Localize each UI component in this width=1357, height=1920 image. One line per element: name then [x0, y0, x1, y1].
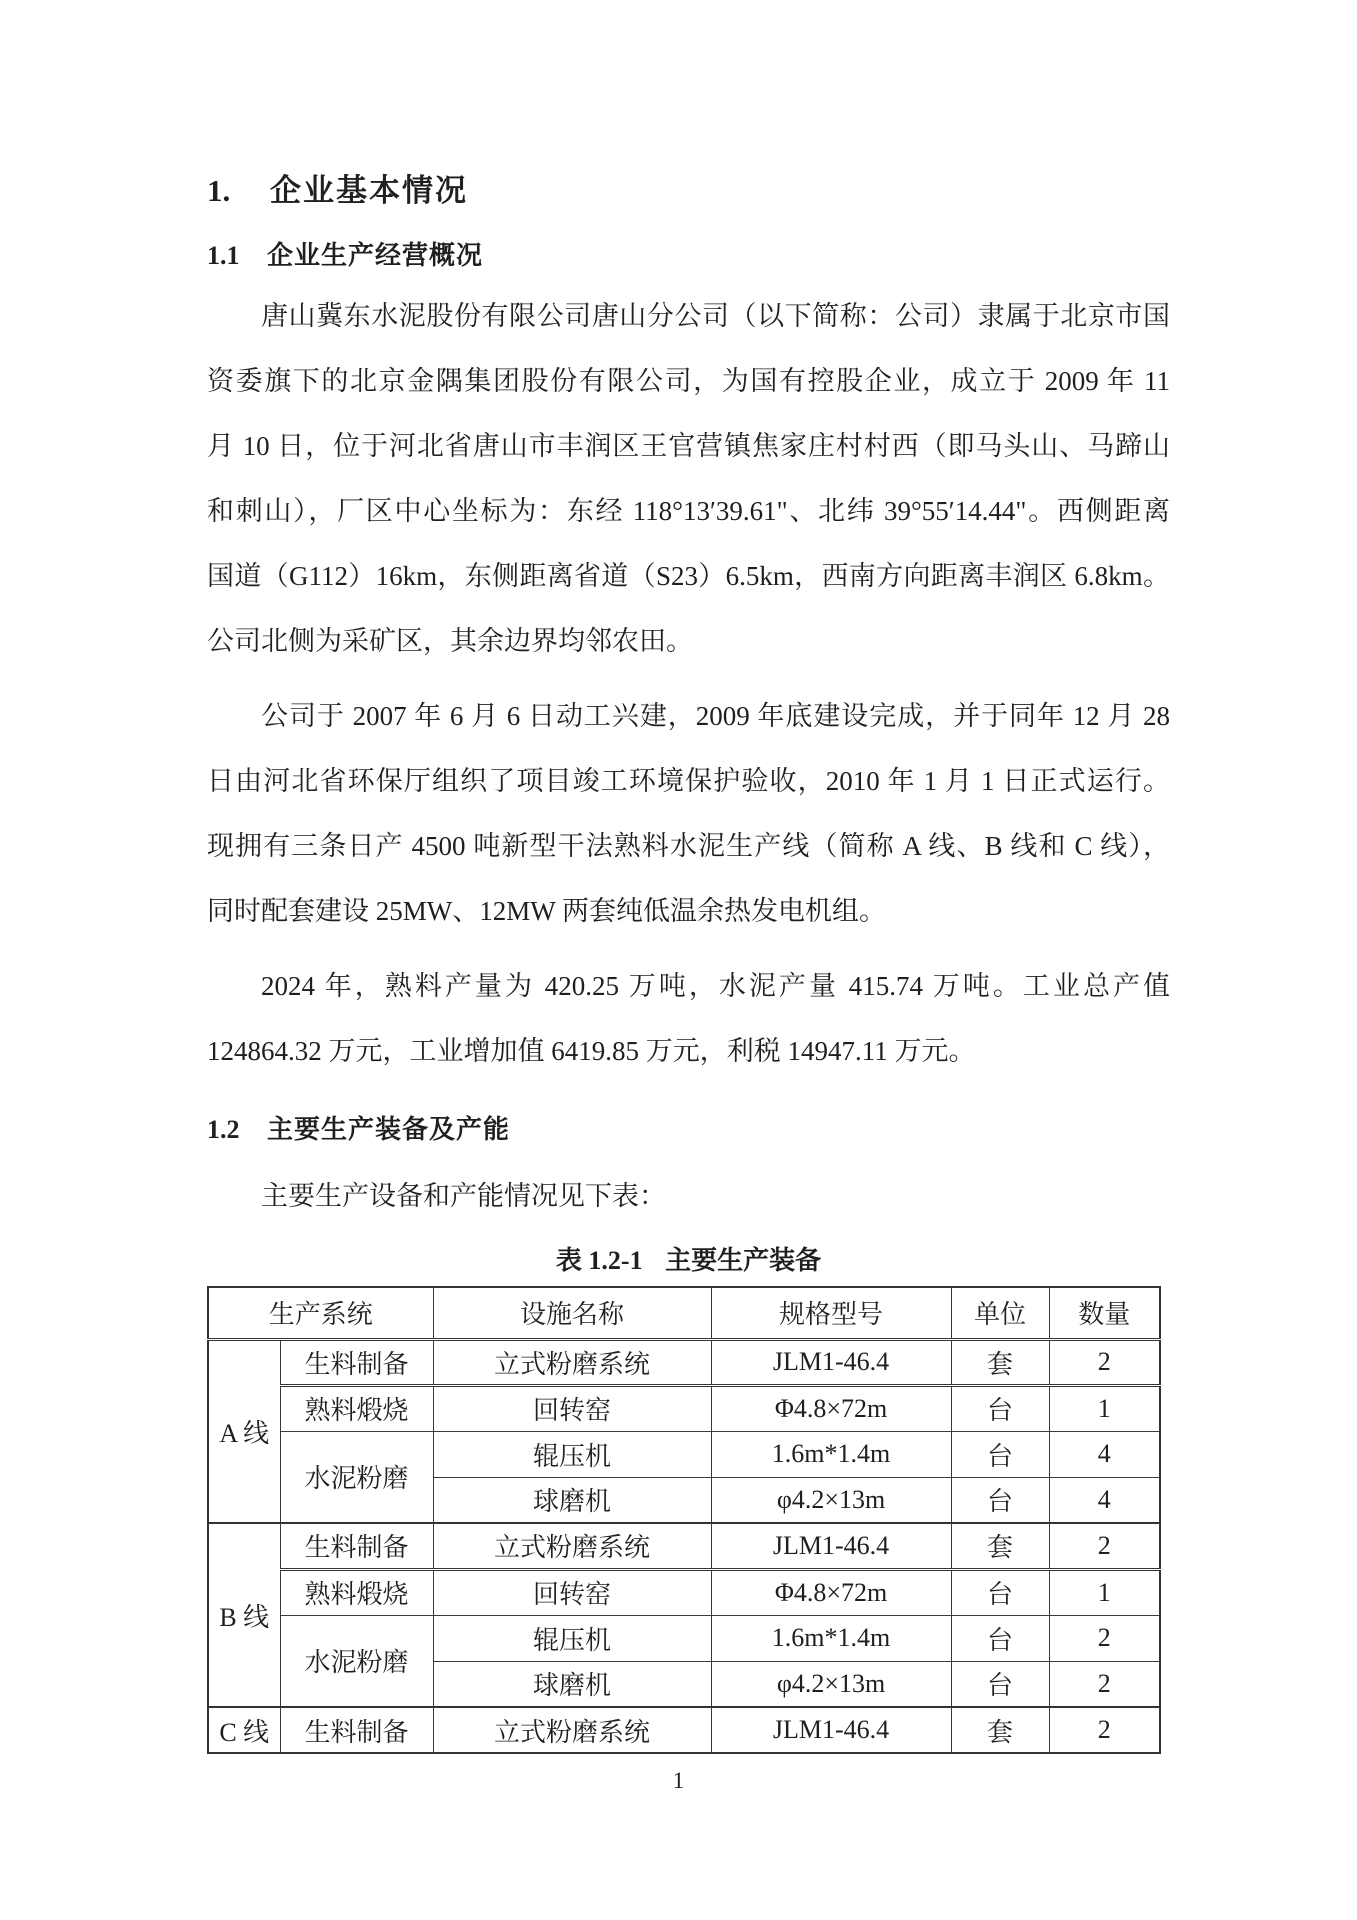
page-number: 1	[672, 1768, 685, 1793]
cell-spec: JLM1-46.4	[711, 1523, 951, 1569]
text-line: 现拥有三条日产 4500 吨新型干法熟料水泥生产线（简称 A 线、B 线和 C 线），	[207, 831, 1170, 861]
table-row	[208, 1523, 1160, 1569]
heading-number: 1.	[207, 173, 231, 208]
cell-facility-name: 回转窑	[433, 1569, 711, 1615]
page-content	[207, 0, 1170, 1754]
text-line: 2024 年，熟料产量为 420.25 万吨，水泥产量 415.74 万吨。工业总产值	[261, 971, 1170, 1001]
paragraph-construction-history	[207, 684, 1170, 944]
cell-process: 生料制备	[280, 1523, 433, 1569]
table-row	[208, 1431, 1160, 1477]
heading-text: 主要生产装备及产能	[267, 1115, 511, 1144]
cell-spec: JLM1-46.4	[711, 1339, 951, 1385]
cell-line-c: C 线	[208, 1707, 280, 1753]
table-caption-text: 主要生产装备	[665, 1246, 822, 1275]
cell-qty: 4	[1049, 1477, 1160, 1523]
cell-spec: JLM1-46.4	[711, 1707, 951, 1753]
col-header-facility-name: 设施名称	[433, 1287, 711, 1339]
paragraph-production-output	[207, 954, 1170, 1084]
heading-number: 1.2	[207, 1115, 240, 1144]
cell-facility-name: 立式粉磨系统	[433, 1339, 711, 1385]
text-line: 124864.32 万元，工业增加值 6419.85 万元，利税 14947.11 万元。	[207, 1036, 976, 1066]
heading-text: 企业生产经营概况	[267, 241, 484, 270]
cell-spec: φ4.2×13m	[711, 1477, 951, 1523]
text-line: 公司北侧为采矿区，其余边界均邻农田。	[207, 626, 693, 656]
col-header-unit: 单位	[951, 1287, 1049, 1339]
heading-number: 1.1	[207, 241, 240, 270]
cell-facility-name: 回转窑	[433, 1385, 711, 1431]
cell-qty: 1	[1049, 1385, 1160, 1431]
equipment-table	[207, 1286, 1161, 1754]
cell-process: 生料制备	[280, 1707, 433, 1753]
table-row	[208, 1615, 1160, 1661]
table-row	[208, 1385, 1160, 1431]
cell-unit: 台	[951, 1385, 1049, 1431]
table-caption	[207, 1244, 1170, 1278]
text-line: 唐山冀东水泥股份有限公司唐山分公司（以下简称：公司）隶属于北京市国	[261, 301, 1170, 331]
table-intro-line: 主要生产设备和产能情况见下表：	[261, 1181, 666, 1211]
text-line: 国道（G112）16km，东侧距离省道（S23）6.5km，西南方向距离丰润区 6.8km。	[207, 561, 1170, 591]
cell-qty: 2	[1049, 1707, 1160, 1753]
table-row	[208, 1339, 1160, 1385]
text-line: 同时配套建设 25MW、12MW 两套纯低温余热发电机组。	[207, 896, 886, 926]
text-line: 公司于 2007 年 6 月 6 日动工兴建，2009 年底建设完成，并于同年 12 月 28	[261, 701, 1170, 731]
cell-unit: 台	[951, 1615, 1049, 1661]
cell-process: 熟料煅烧	[280, 1385, 433, 1431]
cell-facility-name: 立式粉磨系统	[433, 1523, 711, 1569]
cell-line-a: A 线	[208, 1339, 280, 1523]
table-row	[208, 1569, 1160, 1615]
table-row	[208, 1707, 1160, 1753]
section-heading-1-2	[207, 1112, 1170, 1148]
cell-qty: 2	[1049, 1523, 1160, 1569]
cell-qty: 2	[1049, 1615, 1160, 1661]
cell-unit: 台	[951, 1661, 1049, 1707]
cell-facility-name: 辊压机	[433, 1431, 711, 1477]
cell-spec: Φ4.8×72m	[711, 1569, 951, 1615]
cell-spec: 1.6m*1.4m	[711, 1615, 951, 1661]
heading-text: 企业基本情况	[270, 173, 468, 208]
section-heading-1	[207, 0, 1170, 212]
cell-qty: 2	[1049, 1339, 1160, 1385]
cell-line-b: B 线	[208, 1523, 280, 1707]
text-line: 月 10 日，位于河北省唐山市丰润区王官营镇焦家庄村村西（即马头山、马蹄山	[207, 431, 1170, 461]
table-header-row	[208, 1287, 1160, 1339]
col-header-quantity: 数量	[1049, 1287, 1160, 1339]
cell-process: 生料制备	[280, 1339, 433, 1385]
cell-qty: 2	[1049, 1661, 1160, 1707]
cell-unit: 台	[951, 1477, 1049, 1523]
cell-process: 水泥粉磨	[280, 1431, 433, 1523]
text-line: 日由河北省环保厅组织了项目竣工环境保护验收，2010 年 1 月 1 日正式运行。	[207, 766, 1170, 796]
cell-facility-name: 辊压机	[433, 1615, 711, 1661]
paragraph-company-overview	[207, 284, 1170, 674]
cell-unit: 台	[951, 1431, 1049, 1477]
cell-spec: φ4.2×13m	[711, 1661, 951, 1707]
table-caption-number: 表 1.2-1	[555, 1246, 643, 1275]
cell-process: 熟料煅烧	[280, 1569, 433, 1615]
cell-process: 水泥粉磨	[280, 1615, 433, 1707]
cell-qty: 4	[1049, 1431, 1160, 1477]
text-line: 和刺山），厂区中心坐标为：东经 118°13′39.61"、北纬 39°55′14.44"。西侧距离	[207, 496, 1170, 526]
cell-unit: 台	[951, 1569, 1049, 1615]
cell-unit: 套	[951, 1707, 1049, 1753]
cell-spec: 1.6m*1.4m	[711, 1431, 951, 1477]
cell-facility-name: 球磨机	[433, 1477, 711, 1523]
cell-unit: 套	[951, 1339, 1049, 1385]
cell-facility-name: 球磨机	[433, 1661, 711, 1707]
col-header-production-system: 生产系统	[208, 1287, 433, 1339]
cell-qty: 1	[1049, 1569, 1160, 1615]
cell-facility-name: 立式粉磨系统	[433, 1707, 711, 1753]
text-line: 资委旗下的北京金隅集团股份有限公司，为国有控股企业，成立于 2009 年 11	[207, 366, 1170, 396]
col-header-spec-model: 规格型号	[711, 1287, 951, 1339]
cell-unit: 套	[951, 1523, 1049, 1569]
cell-spec: Φ4.8×72m	[711, 1385, 951, 1431]
section-heading-1-1	[207, 238, 1170, 274]
